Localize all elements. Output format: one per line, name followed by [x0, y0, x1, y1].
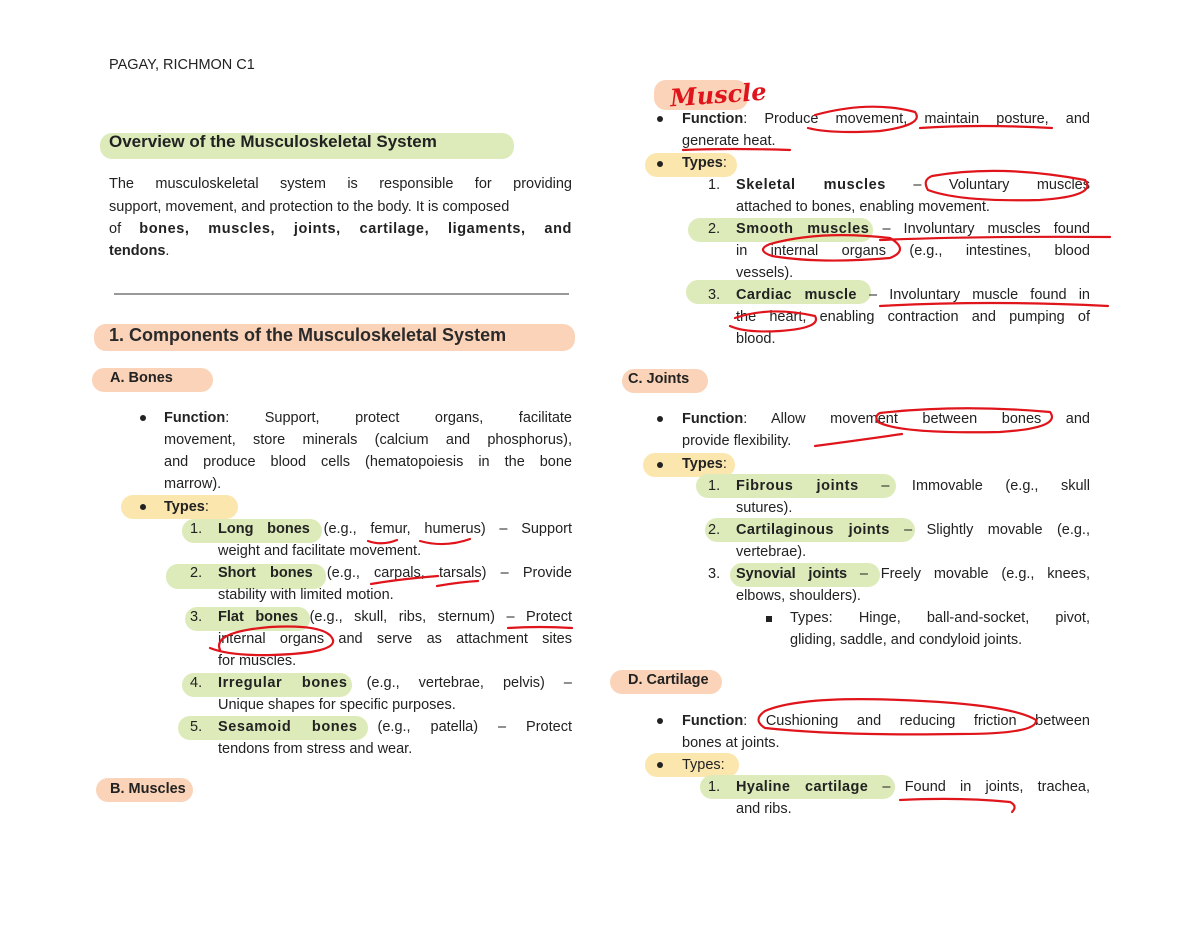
overview-paragraph-line-1: The musculoskeletal system is responsible for providing [109, 176, 572, 192]
overview-paragraph-line-2: support, movement, and protection to the body. It is composed [109, 199, 510, 215]
joints-function-line-1: Function: Allow movement between bones and [682, 411, 1090, 427]
cartilaginous-line-2: vertebrae). [736, 544, 807, 560]
bullet-joints-types [657, 462, 663, 468]
square-bullet-synovial-types [766, 616, 772, 622]
sesamoid-bones-line-2: tendons from stress and wear. [218, 741, 413, 757]
overview-tendons: tendons [109, 243, 166, 259]
flat-bones-number: 3. [190, 609, 203, 625]
skeletal-number: 1. [708, 177, 721, 193]
bullet-cartilage-function [657, 718, 663, 724]
sesamoid-bones-line-1: Sesamoid bones (e.g., patella) – Protect [218, 719, 572, 735]
bones-function-line-4: marrow). [164, 476, 222, 492]
bones-types-label: Types: [164, 499, 209, 515]
muscle-function-line-1: Function: Produce movement, maintain posture, and [682, 111, 1090, 127]
smooth-line-2: in internal organs (e.g., intestines, blood [736, 243, 1090, 259]
bones-function-label: Function [164, 410, 226, 426]
irregular-bones-number: 4. [190, 675, 203, 691]
hyaline-number: 1. [708, 779, 721, 795]
bones-heading: A. Bones [110, 370, 173, 386]
bullet-muscle-types [657, 161, 663, 167]
cardiac-line-1: Cardiac muscle – Involuntary muscle found in [736, 287, 1090, 303]
smooth-number: 2. [708, 221, 721, 237]
short-bones-number: 2. [190, 565, 203, 581]
overview-of: of [109, 221, 122, 237]
long-bones-line-2: weight and facilitate movement. [218, 543, 422, 559]
synovial-types-line-1: Types: Hinge, ball-and-socket, pivot, [790, 610, 1090, 626]
cardiac-number: 3. [708, 287, 721, 303]
section-divider [114, 293, 569, 295]
muscle-types-label: Types: [682, 155, 727, 171]
smooth-line-1: Smooth muscles – Involuntary muscles found [736, 221, 1090, 237]
synovial-line-2: elbows, shoulders). [736, 588, 861, 604]
hyaline-line-2: and ribs. [736, 801, 792, 817]
skeletal-line-2: attached to bones, enabling movement. [736, 199, 990, 215]
cardiac-line-3: blood. [736, 331, 776, 347]
flat-bones-line-2: internal organs and serve as attachment sites [218, 631, 572, 647]
synovial-line-1: Synovial joints – Freely movable (e.g., knees, [736, 566, 1090, 582]
joints-function-line-2: provide flexibility. [682, 433, 792, 449]
synovial-types-line-2: gliding, saddle, and condyloid joints. [790, 632, 1023, 648]
bullet-bones-function [140, 415, 146, 421]
flat-bones-line-1: Flat bones (e.g., skull, ribs, sternum) – Protect [218, 609, 572, 625]
joints-types-label: Types: [682, 456, 727, 472]
muscle-function-line-2: generate heat. [682, 133, 776, 149]
cartilage-heading: D. Cartilage [628, 672, 709, 688]
short-bones-line-1: Short bones (e.g., carpals, tarsals) – Provide [218, 565, 572, 581]
overview-paragraph-line-3 [109, 218, 572, 240]
skeletal-line-1: Skeletal muscles – Voluntary muscles [736, 177, 1090, 193]
bullet-bones-types [140, 504, 146, 510]
overview-paragraph-line-4: tendons. [109, 243, 170, 259]
hyaline-line-1: Hyaline cartilage – Found in joints, trachea, [736, 779, 1090, 795]
cartilage-types-label: Types: [682, 757, 725, 773]
fibrous-line-2: sutures). [736, 500, 793, 516]
fibrous-line-1: Fibrous joints – Immovable (e.g., skull [736, 478, 1090, 494]
components-title: 1. Components of the Musculoskeletal System [109, 325, 507, 345]
joints-heading: C. Joints [628, 371, 690, 387]
flat-bones-line-3: for muscles. [218, 653, 297, 669]
overview-title: Overview of the Musculoskeletal System [109, 132, 437, 151]
smooth-line-3: vessels). [736, 265, 794, 281]
muscles-heading: B. Muscles [110, 781, 186, 797]
short-bones-line-2: stability with limited motion. [218, 587, 394, 603]
underline-found-in [900, 799, 1015, 812]
author-name: PAGAY, RICHMON C1 [109, 57, 255, 73]
bones-function-line-3: and produce blood cells (hematopoiesis in the bone [164, 454, 572, 470]
bones-function-line-2: movement, store minerals (calcium and phosphorus), [164, 432, 572, 448]
overview-components-list: bones, muscles, joints, cartilage, ligaments, and [139, 221, 572, 237]
cartilaginous-line-1: Cartilaginous joints – Slightly movable (e.g., [736, 522, 1090, 538]
cartilage-function-line-1: Function: Cushioning and reducing friction between [682, 713, 1090, 729]
cartilaginous-number: 2. [708, 522, 721, 538]
cardiac-line-2: the heart, enabling contraction and pumping of [736, 309, 1090, 325]
synovial-number: 3. [708, 566, 721, 582]
cartilage-function-line-2: bones at joints. [682, 735, 780, 751]
muscle-handwritten-title: Muscle [669, 76, 768, 113]
sesamoid-bones-number: 5. [190, 719, 203, 735]
long-bones-number: 1. [190, 521, 203, 537]
irregular-bones-line-1: Irregular bones (e.g., vertebrae, pelvis) – [218, 675, 572, 691]
bullet-muscle-function [657, 116, 663, 122]
bullet-joints-function [657, 416, 663, 422]
bullet-cartilage-types [657, 762, 663, 768]
fibrous-number: 1. [708, 478, 721, 494]
irregular-bones-line-2: Unique shapes for specific purposes. [218, 697, 456, 713]
underline-flexibility [815, 434, 902, 446]
bones-function-line-1: Function: Support, protect organs, facilitate [164, 410, 572, 426]
long-bones-line-1: Long bones (e.g., femur, humerus) – Support [218, 521, 572, 537]
